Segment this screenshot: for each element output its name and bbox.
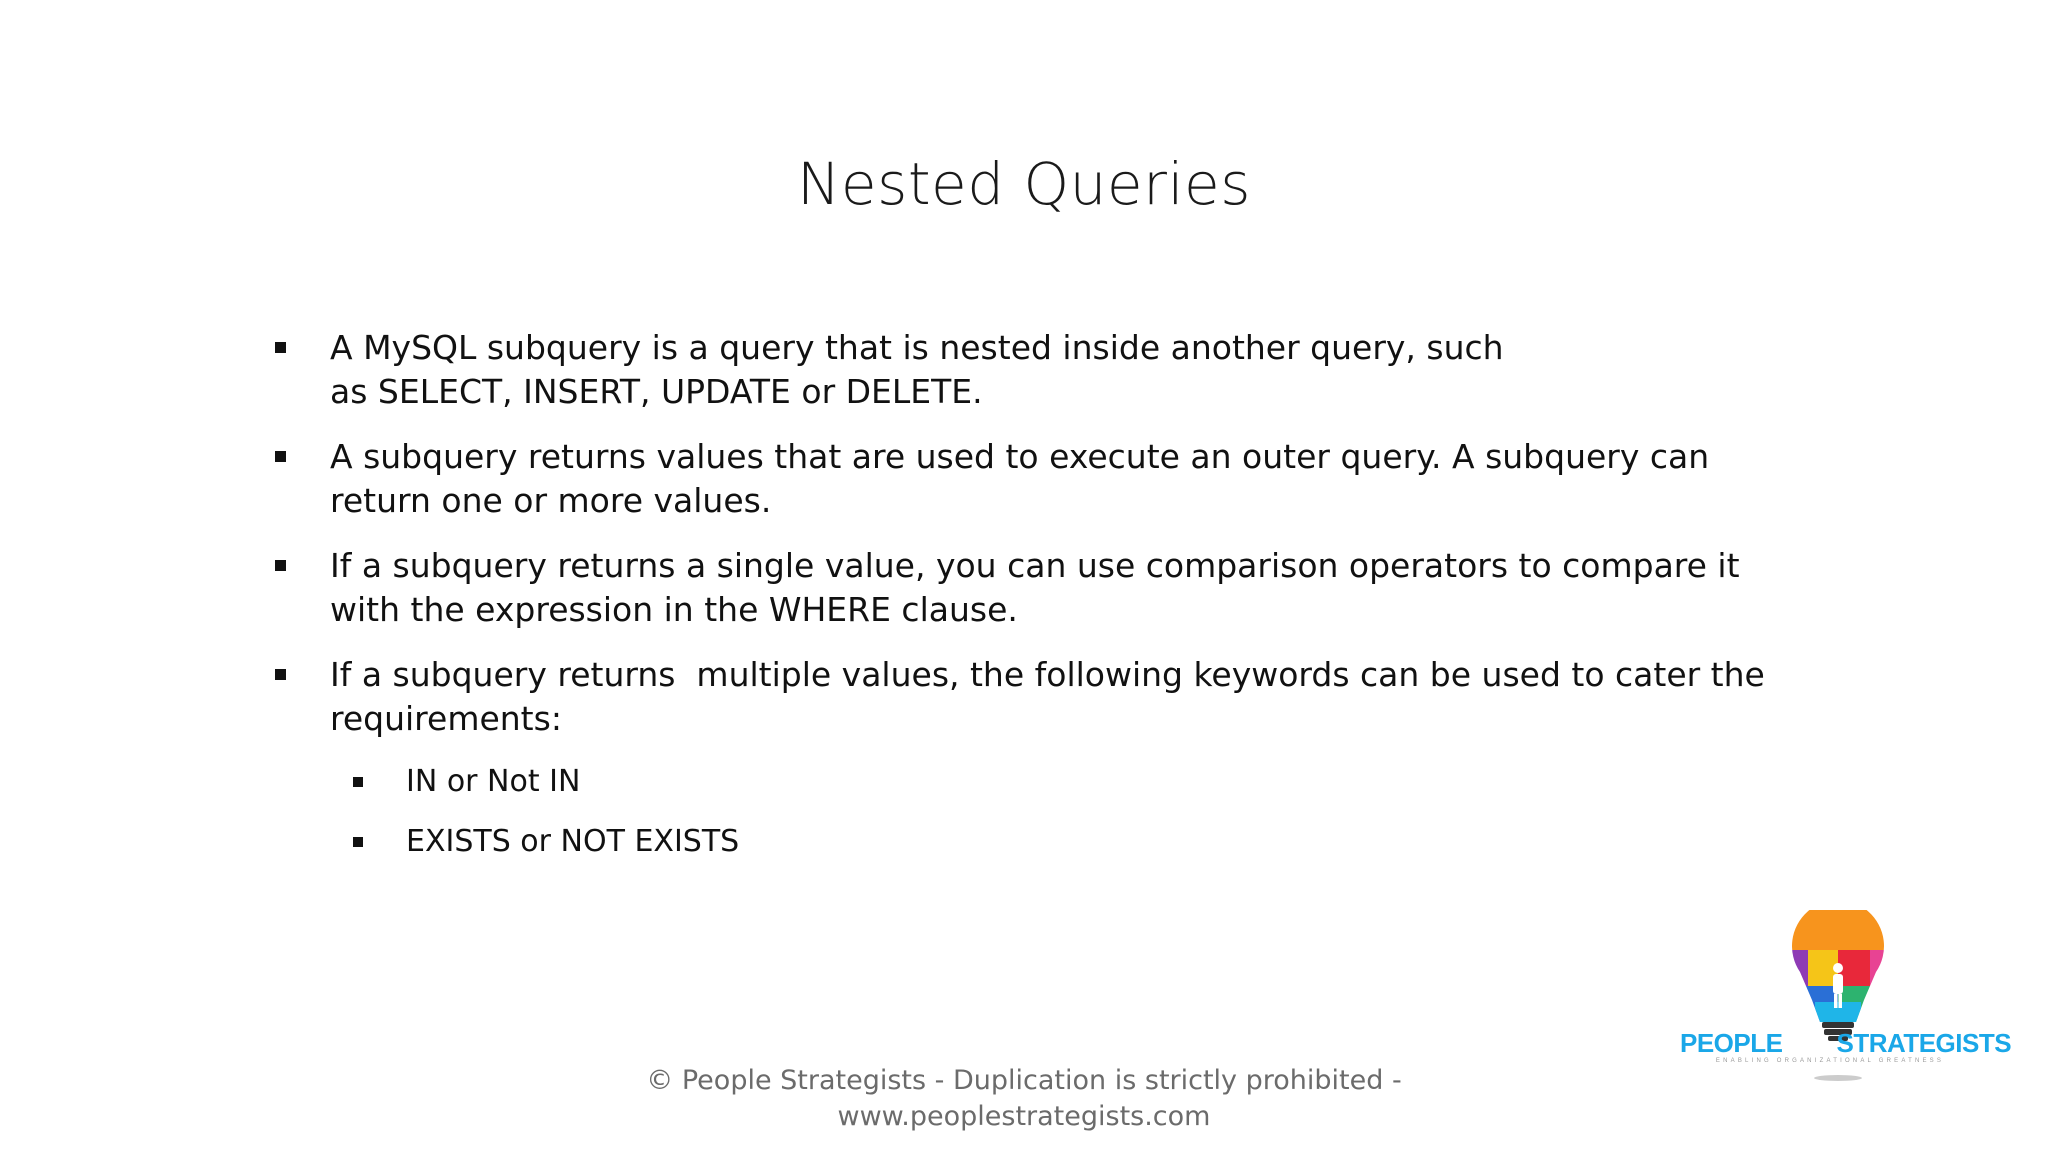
bullet-text-line: A MySQL subquery is a query that is nested inside another query, such [330, 328, 1504, 367]
bullet-text-line: A subquery returns values that are used to execute an outer query. A subquery can [330, 437, 1710, 476]
sub-bullet-item [270, 822, 1790, 862]
square-bullet-icon [275, 342, 286, 353]
logo-tagline: ENABLING ORGANIZATIONAL GREATNESS [1715, 1058, 1945, 1064]
footer-copyright-line: © People Strategists - Duplication is strictly prohibited - [646, 1065, 1402, 1096]
logo-wordmark-right: STRATEGISTS [1836, 1028, 2012, 1058]
bullet-text-line: with the expression in the WHERE clause. [330, 590, 1018, 629]
sub-bullet-item [270, 762, 1790, 802]
bullet-item [270, 326, 1790, 414]
bullet-text-line: If a subquery returns a single value, you can use comparison operators to compare it [330, 546, 1740, 585]
square-bullet-icon [353, 777, 363, 787]
bullet-text-line: requirements: [330, 699, 562, 738]
people-strategists-logo [1670, 910, 2012, 1090]
square-bullet-icon [275, 669, 286, 680]
bullet-text-line: return one or more values. [330, 481, 772, 520]
sub-bullet-text: EXISTS or NOT EXISTS [406, 824, 740, 859]
square-bullet-icon [275, 451, 286, 462]
bullet-item [270, 544, 1790, 632]
footer-website-line: www.peoplestrategists.com [837, 1101, 1211, 1132]
logo-wordmark-left: PEOPLE [1680, 1028, 1783, 1058]
bullet-text-line: as SELECT, INSERT, UPDATE or DELETE. [330, 372, 983, 411]
logo-wordmark [1680, 1028, 2012, 1059]
bullet-item [270, 435, 1790, 523]
square-bullet-icon [353, 837, 363, 847]
bullet-text-line: If a subquery returns multiple values, the following keywords can be used to cater the [330, 655, 1765, 694]
sub-bullet-text: IN or Not IN [406, 764, 581, 799]
square-bullet-icon [275, 560, 286, 571]
bullet-item [270, 653, 1790, 741]
bullet-list [270, 326, 1790, 882]
slide-title: Nested Queries [797, 150, 1251, 218]
